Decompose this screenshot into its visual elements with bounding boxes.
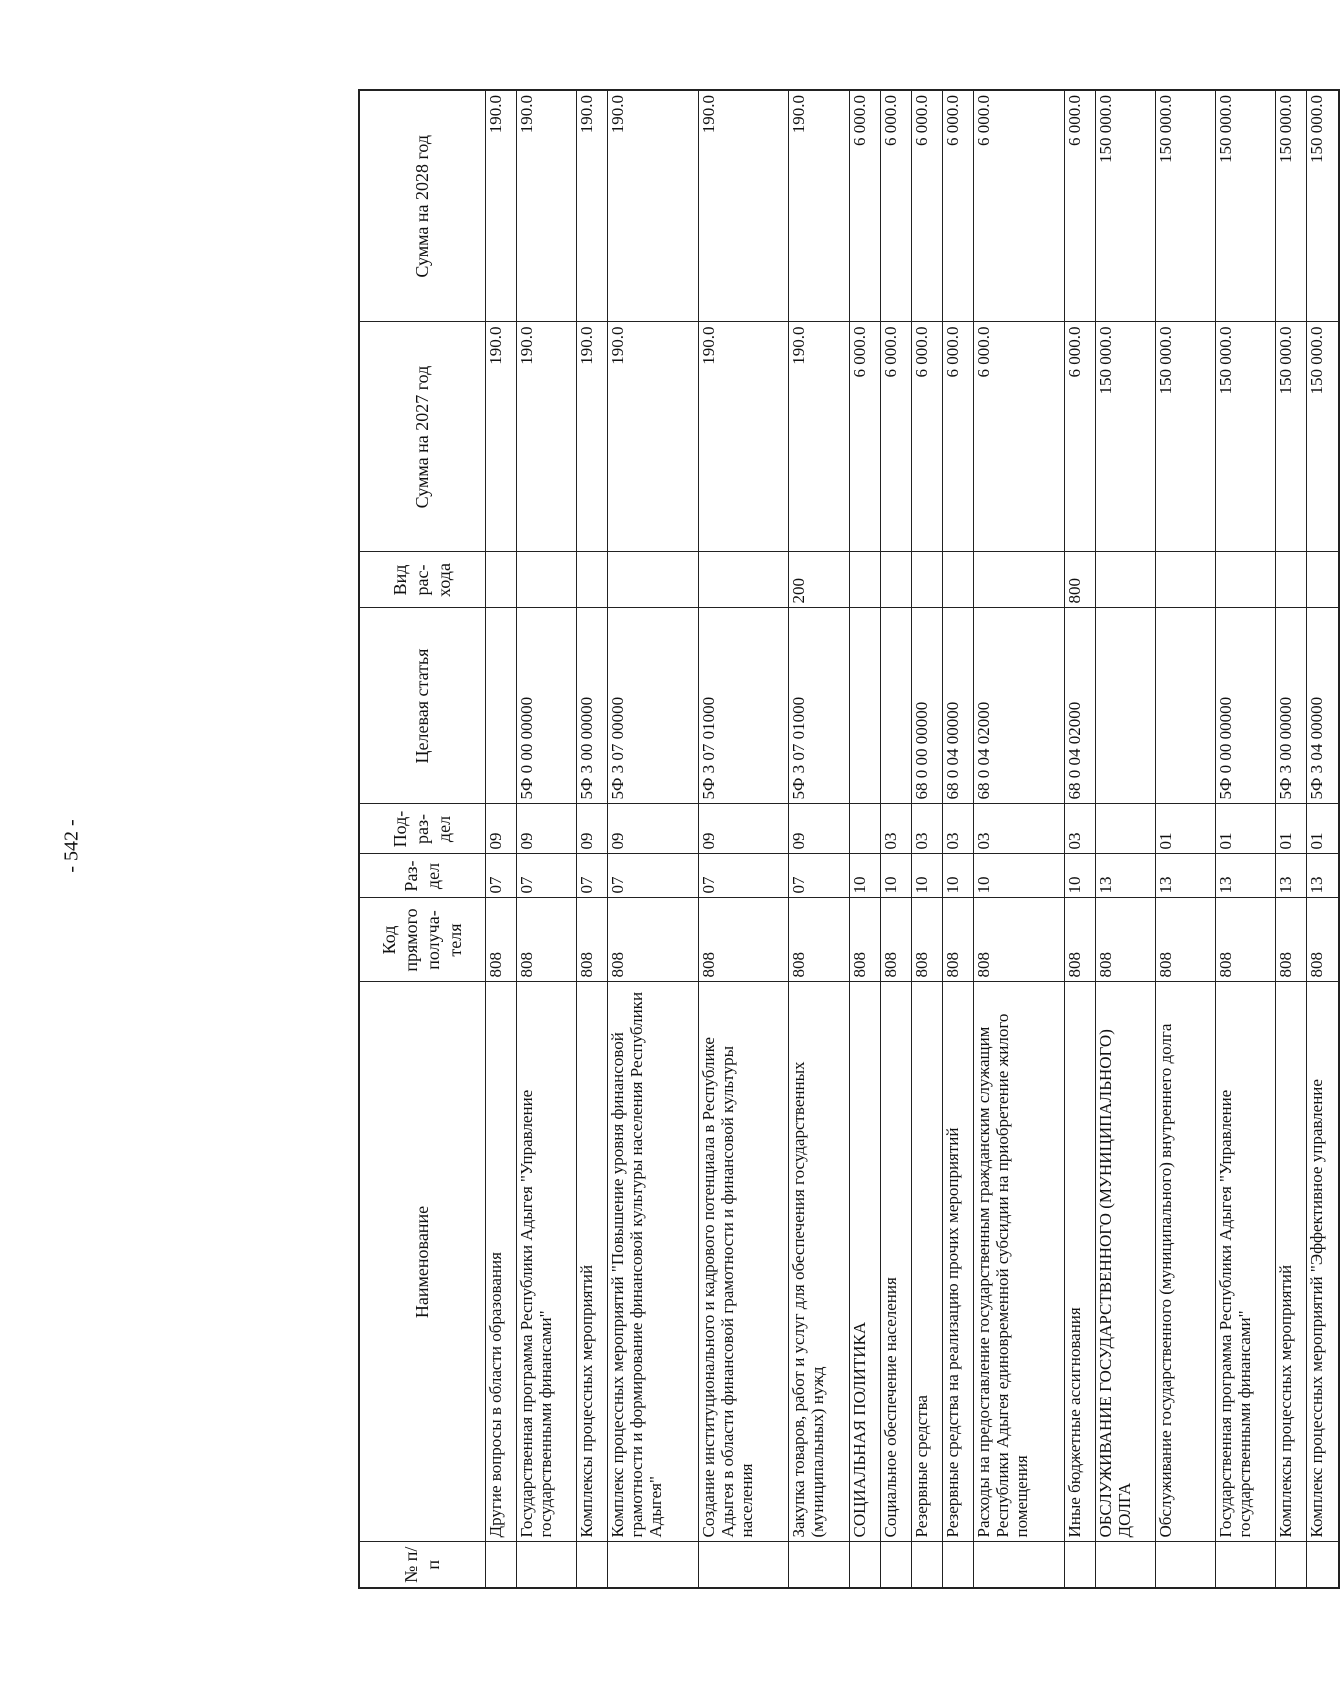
cell-subsection: [1095, 804, 1156, 854]
cell-name: ОБСЛУЖИВАНИЕ ГОСУДАРСТВЕННОГО (МУНИЦИПАЛЬНОГО) ДОЛГА: [1095, 982, 1156, 1542]
cell-recipient: 808: [880, 898, 911, 982]
cell-sum-2028: 150 000.0: [1156, 90, 1215, 322]
cell-section: 07: [789, 854, 850, 898]
cell-sum-2027: 150 000.0: [1156, 322, 1215, 552]
cell-num: [1215, 1542, 1276, 1588]
cell-num: [1156, 1542, 1215, 1588]
cell-subsection: 03: [880, 804, 911, 854]
table-row: [912, 90, 943, 1588]
cell-name: Обслуживание государственного (муниципального) внутреннего долга: [1156, 982, 1215, 1542]
cell-sum-2028: 6 000.0: [849, 90, 880, 322]
header-sum-2028: Сумма на 2028 год: [359, 90, 485, 322]
cell-name: Расходы на предоставление государственным гражданским служащим Республики Адыгея единовременной субсидии на приобретение жилого помещения: [974, 982, 1064, 1542]
cell-name: Иные бюджетные ассигнования: [1064, 982, 1095, 1542]
cell-num: [789, 1542, 850, 1588]
cell-num: [608, 1542, 698, 1588]
cell-sum-2028: 150 000.0: [1215, 90, 1276, 322]
table-row: [1064, 90, 1095, 1588]
cell-target: 5Ф 3 07 01000: [789, 608, 850, 804]
cell-sum-2027: 6 000.0: [849, 322, 880, 552]
cell-sum-2027: 190.0: [608, 322, 698, 552]
cell-expense: [912, 552, 943, 608]
header-target: Целевая статья: [359, 608, 485, 804]
table-row: [974, 90, 1064, 1588]
cell-subsection: 01: [1276, 804, 1307, 854]
cell-sum-2027: 6 000.0: [943, 322, 974, 552]
cell-section: 13: [1307, 854, 1339, 898]
cell-num: [943, 1542, 974, 1588]
cell-name: Другие вопросы в области образования: [485, 982, 516, 1542]
cell-name: Комплекс процессных мероприятий "Повышение уровня финансовой грамотности и формирование финансовой культуры населения Республики Адыгея": [608, 982, 698, 1542]
cell-num: [880, 1542, 911, 1588]
cell-sum-2028: 6 000.0: [943, 90, 974, 322]
cell-section: 13: [1156, 854, 1215, 898]
cell-expense: [1276, 552, 1307, 608]
cell-recipient: 808: [516, 898, 577, 982]
cell-expense: [698, 552, 788, 608]
header-section: Раз-дел: [359, 854, 485, 898]
table-row: [880, 90, 911, 1588]
cell-target: 68 0 04 00000: [943, 608, 974, 804]
cell-target: 5Ф 3 04 00000: [1307, 608, 1339, 804]
table-row: [608, 90, 698, 1588]
cell-section: 10: [912, 854, 943, 898]
cell-subsection: 01: [1215, 804, 1276, 854]
cell-sum-2028: 190.0: [577, 90, 608, 322]
cell-subsection: 09: [577, 804, 608, 854]
cell-sum-2028: 150 000.0: [1095, 90, 1156, 322]
cell-num: [849, 1542, 880, 1588]
cell-subsection: 09: [485, 804, 516, 854]
cell-sum-2027: 150 000.0: [1215, 322, 1276, 552]
cell-target: [849, 608, 880, 804]
cell-sum-2028: 6 000.0: [1064, 90, 1095, 322]
cell-target: 5Ф 3 00 00000: [1276, 608, 1307, 804]
cell-name: Комплексы процессных мероприятий: [1276, 982, 1307, 1542]
header-name: Наименование: [359, 982, 485, 1542]
cell-sum-2027: 6 000.0: [974, 322, 1064, 552]
cell-expense: [1156, 552, 1215, 608]
cell-recipient: 808: [789, 898, 850, 982]
table-row: [577, 90, 608, 1588]
header-num: № п/п: [359, 1542, 485, 1588]
cell-expense: [1215, 552, 1276, 608]
cell-expense: [1307, 552, 1339, 608]
table-row: [1276, 90, 1307, 1588]
cell-subsection: [849, 804, 880, 854]
cell-expense: [849, 552, 880, 608]
header-subsection: Под-раз-дел: [359, 804, 485, 854]
cell-section: 10: [849, 854, 880, 898]
cell-section: 07: [577, 854, 608, 898]
cell-target: 5Ф 3 07 00000: [608, 608, 698, 804]
cell-num: [1095, 1542, 1156, 1588]
cell-sum-2028: 190.0: [698, 90, 788, 322]
cell-recipient: 808: [485, 898, 516, 982]
cell-recipient: 808: [1215, 898, 1276, 982]
cell-expense: [485, 552, 516, 608]
cell-sum-2028: 150 000.0: [1276, 90, 1307, 322]
rotated-table-wrapper: [358, 91, 1340, 1589]
cell-subsection: 03: [912, 804, 943, 854]
cell-section: 10: [880, 854, 911, 898]
cell-recipient: 808: [974, 898, 1064, 982]
cell-num: [974, 1542, 1064, 1588]
cell-name: Создание институционального и кадрового потенциала в Республике Адыгея в области финансовой грамотности и финансовой культуры населения: [698, 982, 788, 1542]
cell-section: 07: [608, 854, 698, 898]
cell-name: Закупка товаров, работ и услуг для обеспечения государственных (муниципальных) нужд: [789, 982, 850, 1542]
table-row: [849, 90, 880, 1588]
cell-section: 07: [516, 854, 577, 898]
cell-expense: [577, 552, 608, 608]
cell-expense: [974, 552, 1064, 608]
cell-num: [1064, 1542, 1095, 1588]
table-row: [943, 90, 974, 1588]
table-row: [1156, 90, 1215, 1588]
cell-section: 10: [943, 854, 974, 898]
cell-name: СОЦИАЛЬНАЯ ПОЛИТИКА: [849, 982, 880, 1542]
table-row: [516, 90, 577, 1588]
cell-subsection: 01: [1156, 804, 1215, 854]
cell-num: [912, 1542, 943, 1588]
cell-name: Резервные средства на реализацию прочих мероприятий: [943, 982, 974, 1542]
cell-subsection: 03: [943, 804, 974, 854]
cell-recipient: 808: [1276, 898, 1307, 982]
cell-expense: [1095, 552, 1156, 608]
cell-sum-2028: 190.0: [789, 90, 850, 322]
cell-sum-2028: 190.0: [608, 90, 698, 322]
table-header: [359, 90, 485, 1588]
cell-sum-2027: 150 000.0: [1095, 322, 1156, 552]
cell-sum-2027: 190.0: [789, 322, 850, 552]
header-sum-2027: Сумма на 2027 год: [359, 322, 485, 552]
cell-subsection: 03: [1064, 804, 1095, 854]
cell-sum-2027: 6 000.0: [912, 322, 943, 552]
cell-section: 10: [1064, 854, 1095, 898]
cell-sum-2027: 150 000.0: [1307, 322, 1339, 552]
cell-sum-2028: 150 000.0: [1307, 90, 1339, 322]
cell-target: 5Ф 3 00 00000: [577, 608, 608, 804]
cell-section: 10: [974, 854, 1064, 898]
cell-sum-2027: 6 000.0: [1064, 322, 1095, 552]
header-recipient: Код прямого получа-теля: [359, 898, 485, 982]
cell-section: 13: [1215, 854, 1276, 898]
cell-recipient: 808: [912, 898, 943, 982]
table-row: [485, 90, 516, 1588]
cell-name: Комплекс процессных мероприятий "Эффективное управление: [1307, 982, 1339, 1542]
cell-recipient: 808: [608, 898, 698, 982]
cell-section: 13: [1276, 854, 1307, 898]
cell-recipient: 808: [1156, 898, 1215, 982]
cell-recipient: 808: [943, 898, 974, 982]
cell-sum-2027: 190.0: [577, 322, 608, 552]
cell-recipient: 808: [698, 898, 788, 982]
cell-expense: [516, 552, 577, 608]
cell-num: [516, 1542, 577, 1588]
cell-subsection: 09: [698, 804, 788, 854]
cell-target: 5Ф 3 07 01000: [698, 608, 788, 804]
cell-subsection: 09: [789, 804, 850, 854]
page-number: - 542 -: [60, 819, 83, 873]
cell-num: [698, 1542, 788, 1588]
cell-subsection: 09: [608, 804, 698, 854]
cell-sum-2027: 190.0: [516, 322, 577, 552]
header-expense: Вид рас-хода: [359, 552, 485, 608]
table-row: [1307, 90, 1339, 1588]
cell-expense: 800: [1064, 552, 1095, 608]
cell-target: 5Ф 0 00 00000: [1215, 608, 1276, 804]
cell-section: 13: [1095, 854, 1156, 898]
table-row: [789, 90, 850, 1588]
cell-target: [1095, 608, 1156, 804]
cell-name: Государственная программа Республики Адыгея "Управление государственными финансами": [1215, 982, 1276, 1542]
cell-name: Комплексы процессных мероприятий: [577, 982, 608, 1542]
cell-target: [485, 608, 516, 804]
cell-target: 5Ф 0 00 00000: [516, 608, 577, 804]
cell-recipient: 808: [849, 898, 880, 982]
cell-num: [577, 1542, 608, 1588]
cell-name: Социальное обеспечение населения: [880, 982, 911, 1542]
cell-name: Государственная программа Республики Адыгея "Управление государственными финансами": [516, 982, 577, 1542]
cell-target: [880, 608, 911, 804]
cell-sum-2028: 6 000.0: [912, 90, 943, 322]
cell-num: [1276, 1542, 1307, 1588]
cell-recipient: 808: [1064, 898, 1095, 982]
cell-sum-2028: 190.0: [485, 90, 516, 322]
table-row: [698, 90, 788, 1588]
cell-target: 68 0 00 00000: [912, 608, 943, 804]
cell-target: 68 0 04 02000: [974, 608, 1064, 804]
cell-recipient: 808: [577, 898, 608, 982]
cell-section: 07: [698, 854, 788, 898]
cell-num: [1307, 1542, 1339, 1588]
cell-sum-2028: 6 000.0: [880, 90, 911, 322]
cell-target: 68 0 04 02000: [1064, 608, 1095, 804]
cell-subsection: 01: [1307, 804, 1339, 854]
cell-sum-2028: 6 000.0: [974, 90, 1064, 322]
cell-sum-2028: 190.0: [516, 90, 577, 322]
cell-sum-2027: 150 000.0: [1276, 322, 1307, 552]
cell-sum-2027: 6 000.0: [880, 322, 911, 552]
cell-recipient: 808: [1095, 898, 1156, 982]
cell-name: Резервные средства: [912, 982, 943, 1542]
cell-sum-2027: 190.0: [698, 322, 788, 552]
table-row: [1215, 90, 1276, 1588]
table-body: [485, 90, 1339, 1588]
cell-sum-2027: 190.0: [485, 322, 516, 552]
budget-table: [358, 89, 1340, 1589]
cell-subsection: 03: [974, 804, 1064, 854]
cell-expense: [880, 552, 911, 608]
cell-num: [485, 1542, 516, 1588]
cell-expense: 200: [789, 552, 850, 608]
table-row: [1095, 90, 1156, 1588]
cell-section: 07: [485, 854, 516, 898]
cell-recipient: 808: [1307, 898, 1339, 982]
cell-expense: [943, 552, 974, 608]
cell-subsection: 09: [516, 804, 577, 854]
cell-target: [1156, 608, 1215, 804]
cell-expense: [608, 552, 698, 608]
